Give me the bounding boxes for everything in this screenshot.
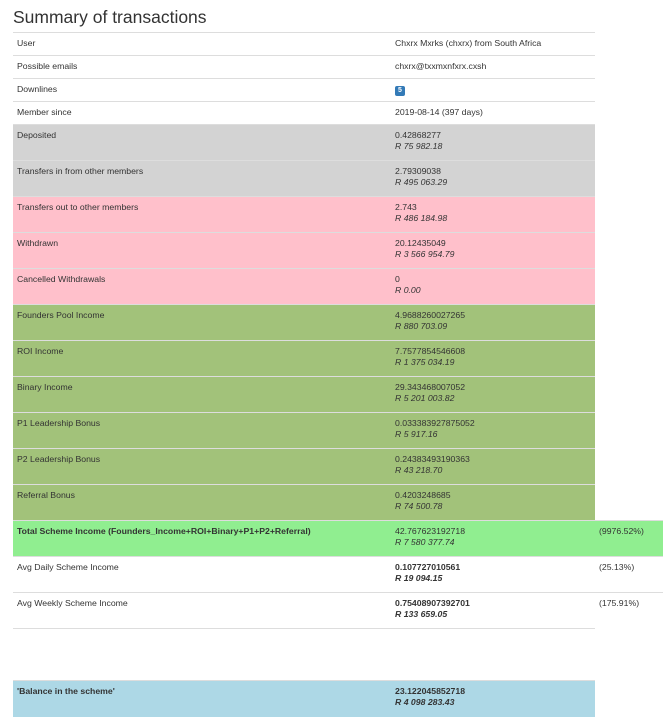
row-value: chxrx@txxmxnfxrx.cxsh [391,56,595,79]
row-label: User [13,33,391,56]
row-percentage: (175.91%) [595,593,663,629]
row-withdrawn [13,233,663,269]
row-p2-leadership-bonus [13,449,663,485]
row-referral-bonus [13,485,663,521]
row-deposited [13,125,663,161]
row-value: 0.75408907392701 [395,598,470,608]
row-value: 0.107727010561 [395,562,461,572]
row-value: 29.343468007052 [395,382,466,392]
row-value: 2019-08-14 (397 days) [391,102,595,125]
row-value: 0.4203248685 [395,490,451,500]
row-label: Deposited [13,125,391,161]
page-title: Summary of transactions [13,7,207,27]
row-label: P1 Leadership Bonus [13,413,391,449]
row-binary-income [13,377,663,413]
row-value-rand: R 4 098 283.43 [395,697,455,707]
row-label: Transfers out to other members [13,197,391,233]
row-value: 42.767623192718 [395,526,466,536]
row-label: Avg Weekly Scheme Income [13,593,391,629]
row-value-rand: R 7 580 377.74 [395,537,455,547]
row-value-rand: R 74 500.78 [395,501,443,511]
row-avg-daily-income [13,557,663,593]
row-percentage: (25.13%) [595,557,663,593]
row-label: Total Scheme Income (Founders_Income+ROI+Binary+P1+P2+Referral) [13,521,391,557]
row-value-rand: R 3 566 954.79 [395,249,455,259]
row-value-rand: R 486 184.98 [395,213,448,223]
row-value: 0 [395,274,400,284]
row-value-rand: R 133 659.05 [395,609,448,619]
row-member-since [13,102,663,125]
summary-table [13,32,663,717]
row-value: Chxrx Mxrks (chxrx) from South Africa [391,33,595,56]
row-label: Binary Income [13,377,391,413]
row-value-rand: R 75 982.18 [395,141,443,151]
row-value: 0.033383927875052 [395,418,475,428]
row-value: 4.9688260027265 [395,310,466,320]
row-label: Member since [13,102,391,125]
row-value-rand: R 43 218.70 [395,465,443,475]
row-value-rand: R 5 201 003.82 [395,393,455,403]
row-transfers-out [13,197,663,233]
row-value-rand: R 1 375 034.19 [395,357,455,367]
spacer-row [13,629,663,681]
row-label: Downlines [13,79,391,102]
row-label: P2 Leadership Bonus [13,449,391,485]
row-roi-income [13,341,663,377]
row-label: ROI Income [13,341,391,377]
row-label: Referral Bonus [13,485,391,521]
row-value-rand: R 495 063.29 [395,177,448,187]
downlines-count-badge[interactable]: 5 [395,86,405,96]
row-value: 7.7577854546608 [395,346,466,356]
row-avg-weekly-income [13,593,663,629]
row-value-rand: R 880 703.09 [395,321,448,331]
row-possible-emails [13,56,663,79]
row-total-scheme-income [13,521,663,557]
row-downlines [13,79,663,102]
row-label: Withdrawn [13,233,391,269]
row-cancelled-withdrawals [13,269,663,305]
row-value: 2.743 [395,202,417,212]
row-value: 0.24383493190363 [395,454,470,464]
row-user [13,33,663,56]
row-value: 0.42868277 [395,130,441,140]
row-label: Avg Daily Scheme Income [13,557,391,593]
row-founders-pool-income [13,305,663,341]
row-label: Founders Pool Income [13,305,391,341]
row-label: 'Balance in the scheme' [13,681,391,717]
row-p1-leadership-bonus [13,413,663,449]
row-value: 23.122045852718 [395,686,466,696]
row-value-rand: R 5 917.16 [395,429,438,439]
row-label: Transfers in from other members [13,161,391,197]
row-value: 2.79309038 [395,166,441,176]
row-transfers-in [13,161,663,197]
row-value-rand: R 0.00 [395,285,421,295]
row-value-rand: R 19 094.15 [395,573,443,583]
row-balance-in-scheme [13,681,663,717]
row-percentage: (9976.52%) [595,521,663,557]
row-label: Possible emails [13,56,391,79]
row-value: 20.12435049 [395,238,446,248]
row-label: Cancelled Withdrawals [13,269,391,305]
